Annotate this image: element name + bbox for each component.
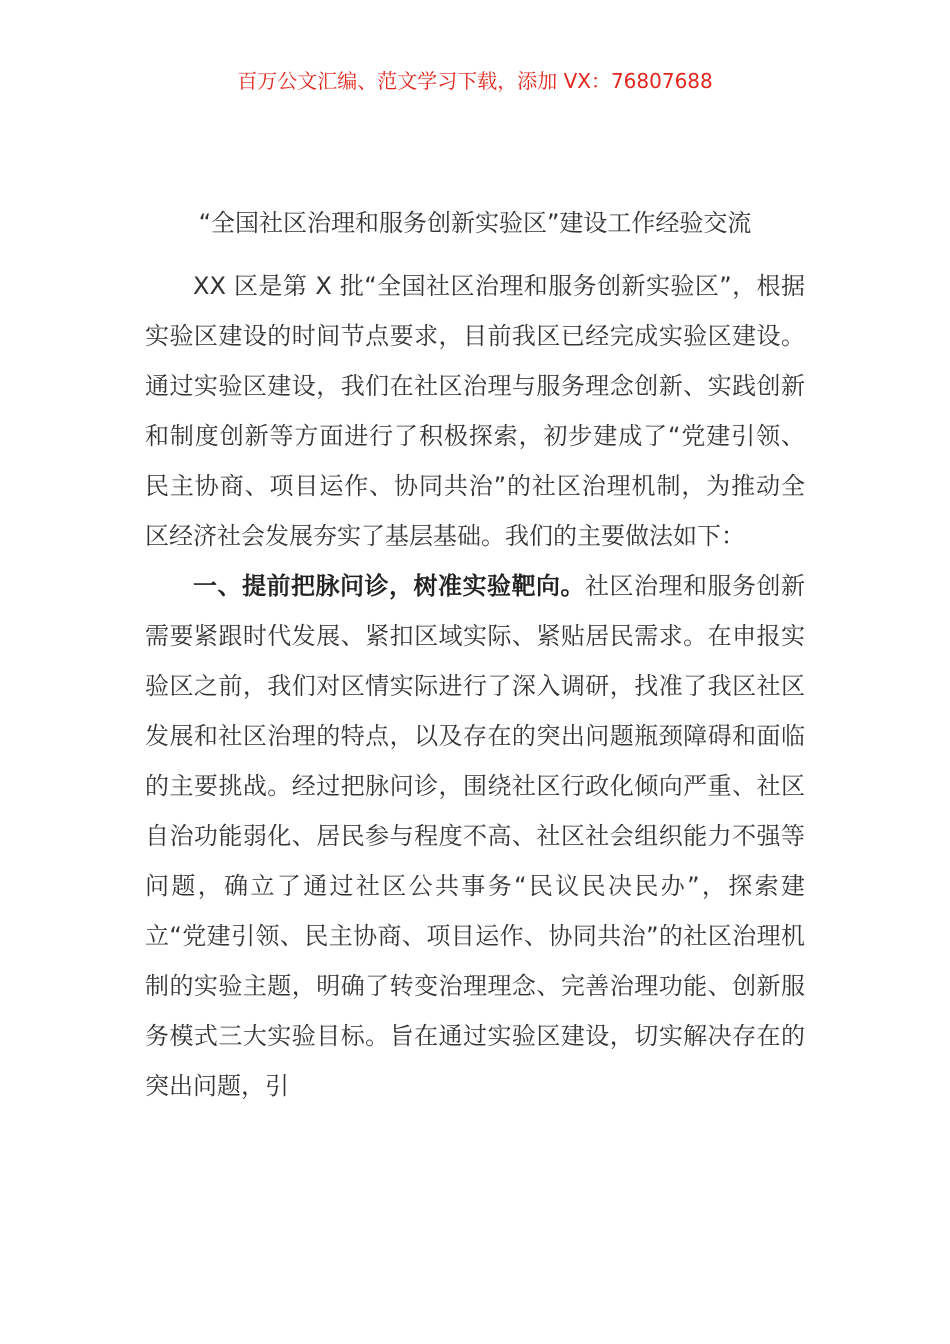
paragraph-section-one [145, 561, 805, 1111]
section-one-heading: 一、提前把脉问诊，树准实验靶向。 [193, 572, 585, 600]
document-title: “全国社区治理和服务创新实验区”建设工作经验交流 [198, 209, 752, 237]
document-body [145, 261, 805, 1111]
section-one-text: 社区治理和服务创新需要紧跟时代发展、紧扣区域实际、紧贴居民需求。在申报实验区之前，我们对区情实际进行了深入调研，找准了我区社区发展和社区治理的特点，以及存在的突出问题瓶颈障碍和面临的主要挑战。经过把脉问诊，围绕社区行政化倾向严重、社区自治功能弱化、居民参与程度不高、社区社会组织能力不强等问题，确立了通过社区公共事务“民议民决民办”，探索建立“党建引领、民主协商、项目运作、协同共治”的社区治理机制的实验主题，明确了转变治理理念、完善治理功能、创新服务模式三大实验目标。旨在通过实验区建设，切实解决存在的突出问题，引 [145, 572, 805, 1100]
header-watermark-note: 百万公文汇编、范文学习下载，添加 VX：76807688 [237, 69, 713, 93]
paragraph-intro [145, 261, 805, 561]
paragraph-intro-text: XX 区是第 X 批“全国社区治理和服务创新实验区”，根据实验区建设的时间节点要求，目前我区已经完成实验区建设。通过实验区建设，我们在社区治理与服务理念创新、实践创新和制度创新等方面进行了积极探索，初步建成了“党建引领、民主协商、项目运作、协同共治”的社区治理机制，为推动全区经济社会发展夯实了基层基础。我们的主要做法如下： [145, 272, 805, 550]
